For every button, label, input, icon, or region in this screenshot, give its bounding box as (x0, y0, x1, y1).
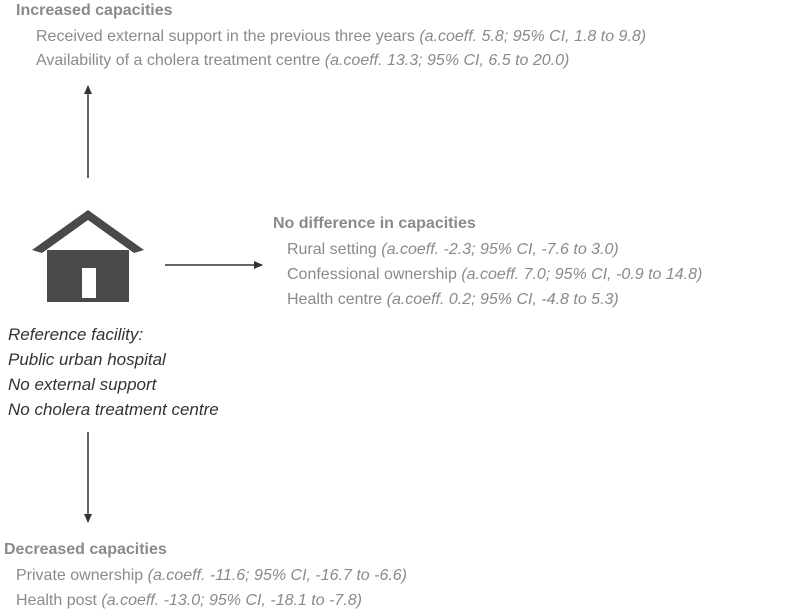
decreased-item-label: Private ownership (16, 567, 144, 584)
reference-line: No external support (8, 375, 157, 394)
decreased-item (16, 592, 362, 610)
no-difference-item-label: Rural setting (287, 241, 377, 258)
reference-facility (8, 322, 219, 422)
decreased-item-stat: (a.coeff. -13.0; 95% CI, -18.1 to -7.8) (101, 592, 362, 609)
increased-item-label: Received external support in the previous three years (36, 28, 415, 45)
increased-item-stat: (a.coeff. 5.8; 95% CI, 1.8 to 9.8) (419, 28, 647, 45)
no-difference-item-label: Health centre (287, 291, 383, 308)
increased-item-label: Availability of a cholera treatment centre (36, 52, 321, 69)
no-difference-item-stat: (a.coeff. 7.0; 95% CI, -0.9 to 14.8) (461, 266, 703, 283)
decreased-item-label: Health post (16, 592, 97, 609)
no-difference-item (287, 241, 619, 259)
reference-line: Reference facility: (8, 325, 144, 344)
increased-item-stat: (a.coeff. 13.3; 95% CI, 6.5 to 20.0) (324, 52, 570, 69)
decreased-item (16, 567, 407, 585)
no-difference-item-label: Confessional ownership (287, 266, 457, 283)
decreased-heading: Decreased capacities (4, 541, 167, 558)
increased-heading: Increased capacities (16, 2, 173, 19)
increased-item (36, 52, 569, 70)
reference-line: Public urban hospital (8, 350, 166, 369)
no-difference-heading: No difference in capacities (273, 215, 476, 232)
no-difference-item (287, 291, 619, 309)
decreased-item-stat: (a.coeff. -11.6; 95% CI, -16.7 to -6.6) (147, 567, 408, 584)
increased-item (36, 28, 646, 46)
no-difference-item-stat: (a.coeff. 0.2; 95% CI, -4.8 to 5.3) (386, 291, 619, 308)
no-difference-item-stat: (a.coeff. -2.3; 95% CI, -7.6 to 3.0) (381, 241, 619, 258)
reference-line: No cholera treatment centre (8, 400, 219, 419)
house-icon (32, 210, 144, 302)
no-difference-item (287, 266, 702, 284)
